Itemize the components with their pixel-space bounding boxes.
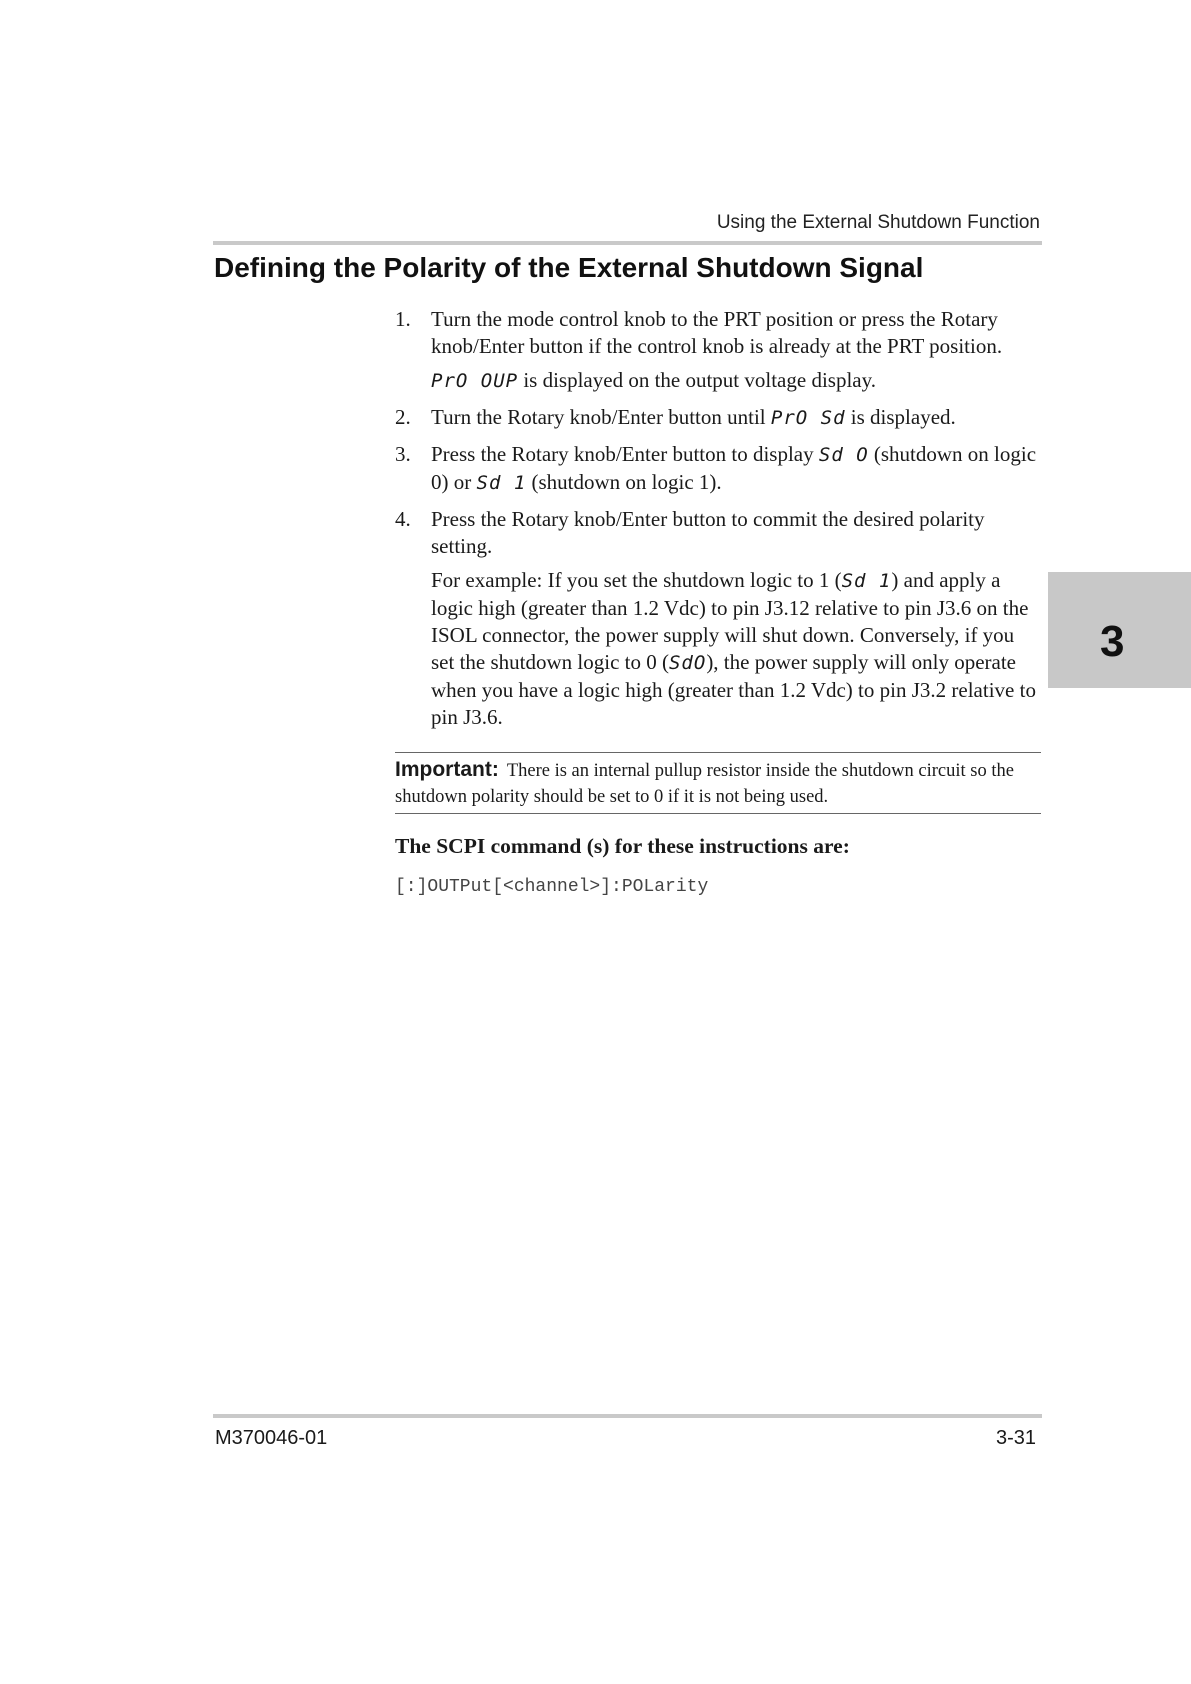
section-title: Defining the Polarity of the External Shutdown Signal [214,252,924,283]
step-2 [395,404,1041,432]
document-number: M370046-01 [215,1427,328,1449]
important-label: Important: [395,758,499,781]
instructions-body [395,306,1041,740]
step-number: 2. [395,405,411,429]
display-readout: PrO OUP [431,370,519,392]
important-note [395,752,1041,814]
step-text: Turn the mode control knob to the PRT position or press the Rotary knob/Enter button if the control knob is already at the PRT position. [431,307,1003,358]
step-note [431,367,1041,395]
important-text: There is an internal pullup resistor inside the shutdown circuit so the shutdown polarity should be set to 0 if it is not being used. [395,761,1014,807]
step-text: Turn the Rotary knob/Enter button until [431,405,771,429]
step-1 [395,306,1041,395]
example-text: For example: If you set the shutdown logic to 1 ( [431,568,842,592]
step-number: 4. [395,507,411,531]
step-text: (shutdown on logic 0) or [431,442,1037,494]
scpi-command: [:]OUTPut[<channel>]:POLarity [395,877,709,897]
step-4 [395,506,1041,731]
step-text: is displayed. [845,405,956,429]
example-text: ) and apply a logic high (greater than 1.2 Vdc) to pin J3.12 relative to pin J3.6 on the ISOL connector, the power supply will shut down. Conversely, if you set the shutdown logic to 0 ( [431,568,1029,674]
step-number: 1. [395,307,411,331]
step-example [431,567,1041,731]
scpi-heading: The SCPI command (s) for these instructions are: [395,834,850,858]
step-text: Press the Rotary knob/Enter button to display [431,442,819,466]
page-number: 3-31 [995,1427,1036,1449]
step-3 [395,441,1041,497]
display-readout: Sd O [818,444,869,466]
step-text: Press the Rotary knob/Enter button to commit the desired polarity setting. [431,507,985,558]
step-text: (shutdown on logic 1). [526,470,722,494]
header-rule [213,241,1042,245]
chapter-number: 3 [1100,617,1125,666]
step-number: 3. [395,442,411,466]
footer-rule [213,1414,1042,1418]
display-readout: Sd 1 [476,472,527,494]
note-text: is displayed on the output voltage display. [518,368,877,392]
display-readout: SdO [668,652,707,674]
display-readout: Sd 1 [841,570,892,592]
example-text: ), the power supply will only operate when you have a logic high (greater than 1.2 Vdc) to pin J3.2 relative to pin J3.6. [431,650,1036,729]
display-readout: PrO Sd [770,407,846,429]
running-header: Using the External Shutdown Function [716,212,1040,233]
steps-list [395,306,1041,731]
